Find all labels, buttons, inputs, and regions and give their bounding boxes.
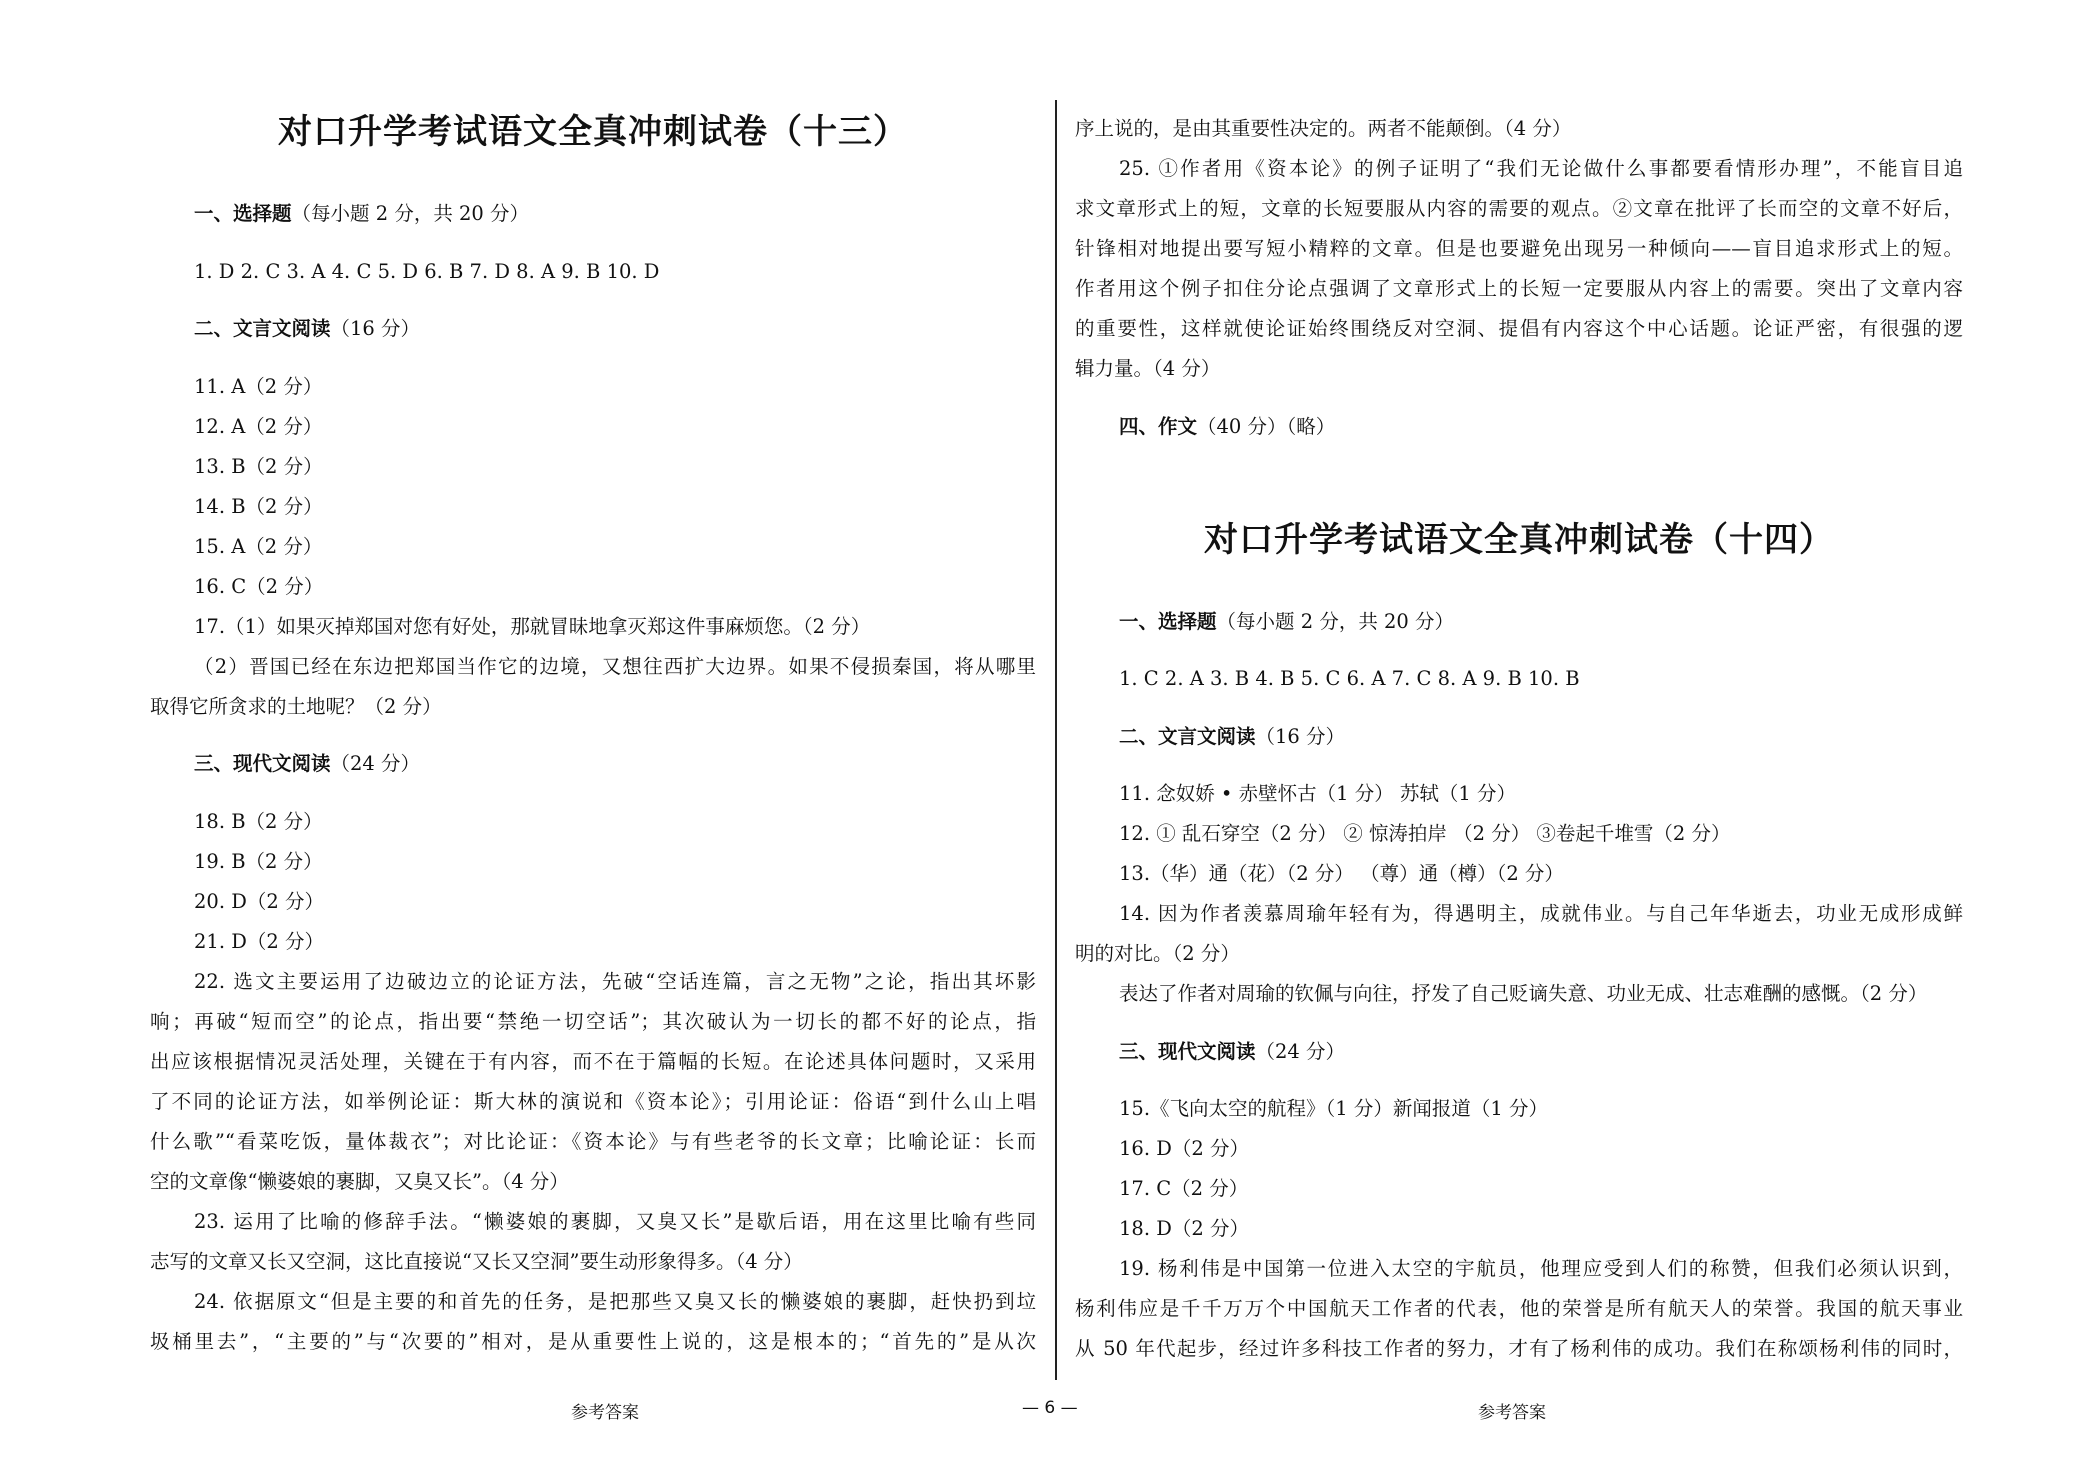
choice-answers: 1. C 2. A 3. B 4. B 5. C 6. A 7. C 8. A 9. B 10. B (1119, 667, 1580, 690)
answer-line: 的重要性，这样就使论证始终围绕反对空洞、提倡有内容这个中心话题。论证严密，有很强的逻 (1075, 317, 1963, 340)
page-number: — 6 — (1022, 1398, 1078, 1418)
answer-line: 23. 运用了比喻的修辞手法。“懒婆娘的裹脚，又臭又长”是歇后语，用在这里比喻有些同 (194, 1210, 1036, 1233)
section-heading: 一、选择题（每小题 2 分，共 20 分） (194, 202, 530, 225)
answer-line: 序上说的，是由其重要性决定的。两者不能颠倒。（4 分） (1075, 117, 1572, 140)
section-heading: 三、现代文阅读（24 分） (194, 752, 421, 775)
answer-line: 13. B（2 分） (194, 455, 323, 478)
section-heading: 一、选择题（每小题 2 分，共 20 分） (1119, 610, 1455, 633)
answer-line: 响；再破“短而空”的论点，指出要“禁绝一切空话”；其次破认为一切长的都不好的论点，指 (150, 1010, 1036, 1033)
answer-line: 求文章形式上的短，文章的长短要服从内容的需要的观点。②文章在批评了长而空的文章不好后， (1075, 197, 1963, 220)
answer-line: 取得它所贪求的土地呢？（2 分） (150, 695, 442, 718)
answer-line: 明的对比。（2 分） (1075, 942, 1240, 965)
answer-line: 12. A（2 分） (194, 415, 323, 438)
answer-line: 杨利伟应是千千万万个中国航天工作者的代表，他的荣誉是所有航天人的荣誉。我国的航天事业 (1075, 1297, 1963, 1320)
answer-line: 12. ① 乱石穿空（2 分） ② 惊涛拍岸 （2 分） ③卷起千堆雪（2 分） (1119, 822, 1731, 845)
answer-line: 从 50 年代起步，经过许多科技工作者的努力，才有了杨利伟的成功。我们在称颂杨利伟的同时， (1075, 1337, 1963, 1360)
footer-label-left: 参考答案 (571, 1403, 639, 1423)
answer-line: 19. 杨利伟是中国第一位进入太空的宇航员，他理应受到人们的称赞，但我们必须认识到， (1119, 1257, 1963, 1280)
answer-line: 11. A（2 分） (194, 375, 323, 398)
answer-line: 18. B（2 分） (194, 810, 323, 833)
answer-line: 20. D（2 分） (194, 890, 324, 913)
choice-answers: 1. D 2. C 3. A 4. C 5. D 6. B 7. D 8. A 9. B 10. D (194, 260, 660, 283)
answer-line: 14. 因为作者羡慕周瑜年轻有为，得遇明主，成就伟业。与自己年华逝去，功业无成形成鲜 (1119, 902, 1963, 925)
answer-line: 17.（1）如果灭掉郑国对您有好处，那就冒昧地拿灭郑这件事麻烦您。（2 分） (194, 615, 871, 638)
answer-line: 25. ①作者用《资本论》的例子证明了“我们无论做什么事都要看情形办理”，不能盲目追 (1119, 157, 1963, 180)
answer-line: 15.《飞向太空的航程》（1 分）新闻报道（1 分） (1119, 1097, 1548, 1120)
paper-title-13: 对口升学考试语文全真冲刺试卷（十三） (278, 112, 908, 152)
answer-line: 15. A（2 分） (194, 535, 323, 558)
answer-line: 22. 选文主要运用了边破边立的论证方法，先破“空话连篇，言之无物”之论，指出其坏影 (194, 970, 1036, 993)
answer-line: 作者用这个例子扣住分论点强调了文章形式上的长短一定要服从内容上的需要。突出了文章内容 (1075, 277, 1963, 300)
answer-line: 16. D（2 分） (1119, 1137, 1249, 1160)
answer-line: 18. D（2 分） (1119, 1217, 1249, 1240)
answer-line: 24. 依据原文“但是主要的和首先的任务，是把那些又臭又长的懒婆娘的裹脚，赶快扔到垃 (194, 1290, 1036, 1313)
answer-line: 表达了作者对周瑜的钦佩与向往，抒发了自己贬谪失意、功业无成、壮志难酬的感慨。（2 分） (1119, 982, 1928, 1005)
answer-line: 空的文章像“懒婆娘的裹脚，又臭又长”。（4 分） (150, 1170, 569, 1193)
answer-line: 志写的文章又长又空洞，这比直接说“又长又空洞”要生动形象得多。（4 分） (150, 1250, 803, 1273)
answer-line: 什么歌”“看菜吃饭，量体裁衣”；对比论证：《资本论》与有些老爷的长文章；比喻论证：长而 (150, 1130, 1036, 1153)
paper-title-14: 对口升学考试语文全真冲刺试卷（十四） (1204, 520, 1834, 560)
column-divider (1055, 100, 1057, 1380)
answer-line: 辑力量。（4 分） (1075, 357, 1221, 380)
answer-line: 17. C（2 分） (1119, 1177, 1249, 1200)
footer-label-right: 参考答案 (1478, 1403, 1546, 1423)
answer-line: 圾桶里去”，“主要的”与“次要的”相对，是从重要性上说的，这是根本的；“首先的”是从次 (150, 1330, 1036, 1353)
section-heading: 二、文言文阅读（16 分） (1119, 725, 1346, 748)
answer-line: 14. B（2 分） (194, 495, 323, 518)
answer-line: 了不同的论证方法，如举例论证：斯大林的演说和《资本论》；引用论证：俗语“到什么山上唱 (150, 1090, 1036, 1113)
section-heading: 四、作文（40 分）（略） (1119, 415, 1336, 438)
answer-line: 13.（华）通（花）（2 分） （尊）通（樽）（2 分） (1119, 862, 1564, 885)
answer-line: 针锋相对地提出要写短小精粹的文章。但是也要避免出现另一种倾向——盲目追求形式上的短。 (1075, 237, 1963, 260)
answer-line: （2）晋国已经在东边把郑国当作它的边境，又想往西扩大边界。如果不侵损秦国，将从哪里 (194, 655, 1036, 678)
answer-line: 出应该根据情况灵活处理，关键在于有内容，而不在于篇幅的长短。在论述具体问题时，又采用 (150, 1050, 1036, 1073)
section-heading: 二、文言文阅读（16 分） (194, 317, 421, 340)
answer-line: 16. C（2 分） (194, 575, 324, 598)
answer-line: 11. 念奴娇 • 赤壁怀古（1 分） 苏轼（1 分） (1119, 782, 1517, 805)
section-heading: 三、现代文阅读（24 分） (1119, 1040, 1346, 1063)
answer-line: 21. D（2 分） (194, 930, 324, 953)
answer-line: 19. B（2 分） (194, 850, 323, 873)
